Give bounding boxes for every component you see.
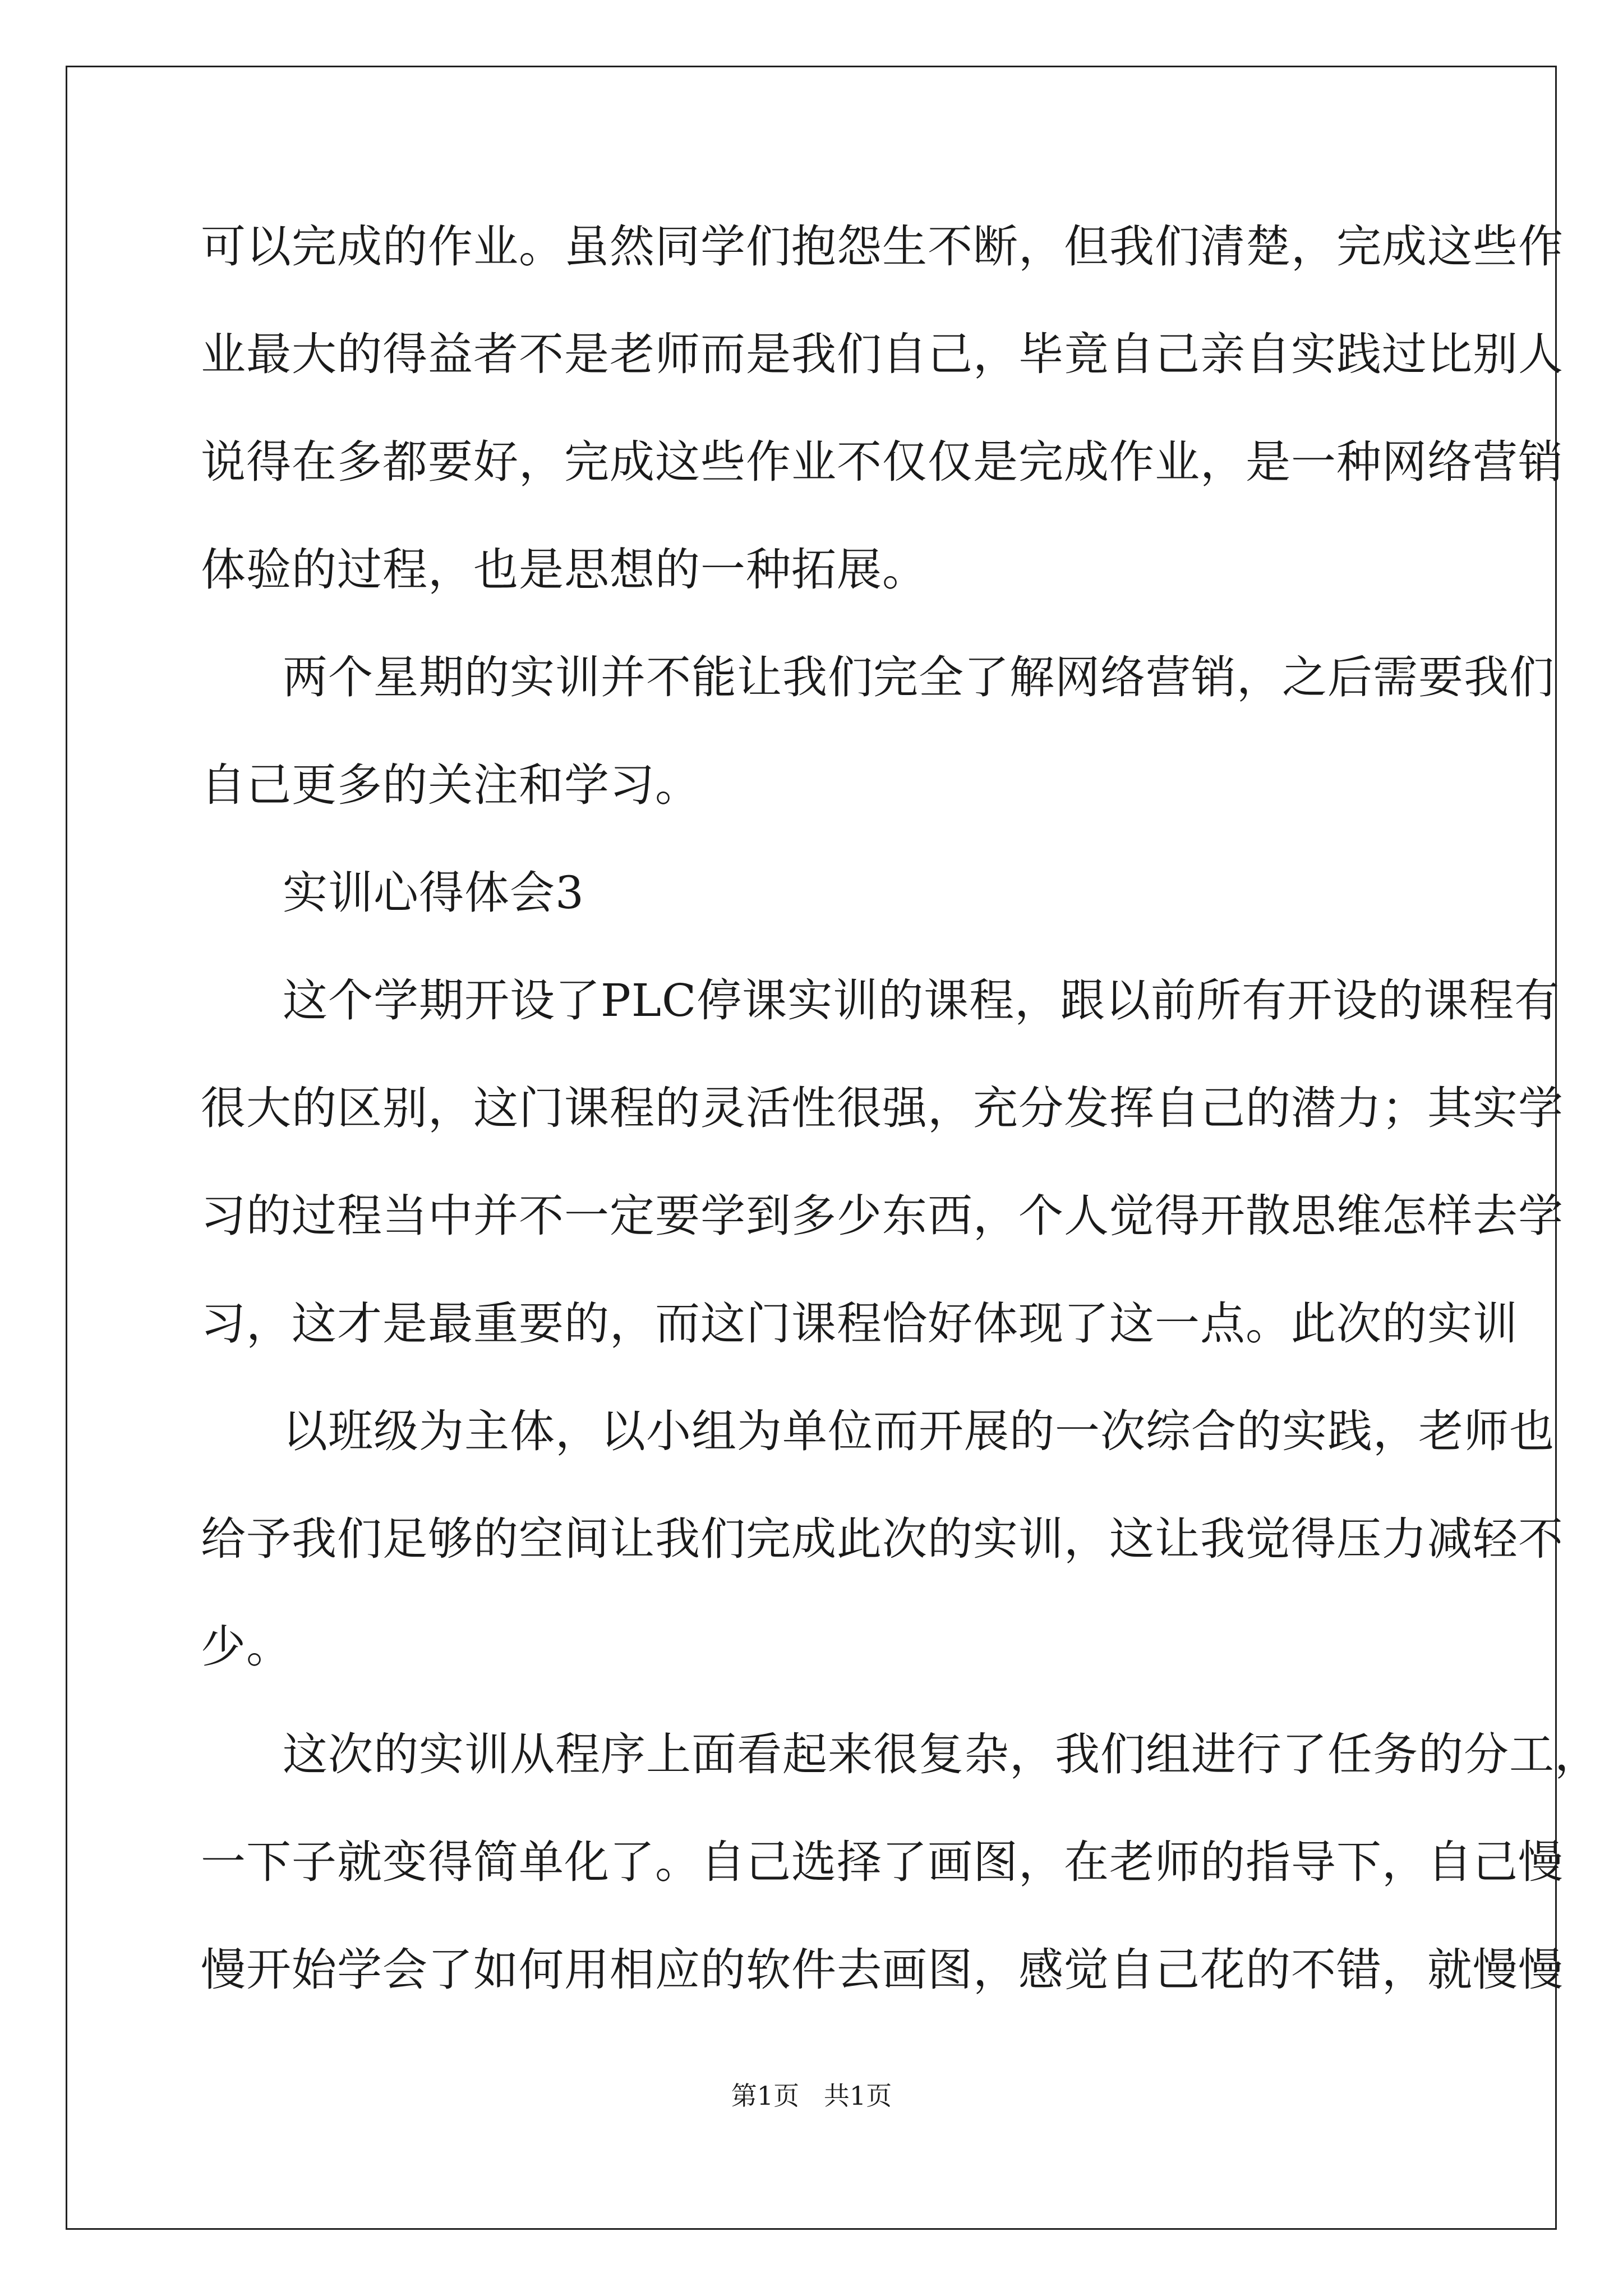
text-line: 很大的区别，这门课程的灵活性很强，充分发挥自己的潜力；其实学 [201, 1082, 1564, 1134]
page-border [66, 66, 1557, 2230]
text-line: 业最大的得益者不是老师而是我们自己，毕竟自己亲自实践过比别人 [201, 328, 1564, 380]
paragraph-start: 这次的实训从程序上面看起来很复杂，我们组进行了任务的分工， [283, 1728, 1600, 1780]
section-heading: 实训心得体会3 [283, 867, 584, 919]
page-footer: 第1页 共1页 [731, 2081, 892, 2111]
text-line: 说得在多都要好，完成这些作业不仅仅是完成作业，是一种网络营销 [201, 436, 1564, 488]
text-line: 一下子就变得简单化了。自己选择了画图，在老师的指导下，自己慢 [201, 1836, 1564, 1888]
text-line: 体验的过程，也是思想的一种拓展。 [201, 544, 928, 596]
text-line: 给予我们足够的空间让我们完成此次的实训，这让我觉得压力减轻不 [201, 1513, 1564, 1565]
text-line: 自己更多的关注和学习。 [201, 759, 700, 811]
paragraph-start: 两个星期的实训并不能让我们完全了解网络营销，之后需要我们 [283, 651, 1555, 703]
paragraph-start: 以班级为主体，以小组为单位而开展的一次综合的实践，老师也 [283, 1405, 1555, 1457]
text-line: 习，这才是最重要的，而这门课程恰好体现了这一点。此次的实训 [201, 1297, 1518, 1350]
text-line: 慢开始学会了如何用相应的软件去画图，感觉自己花的不错，就慢慢 [201, 1944, 1564, 1996]
paragraph-start: 这个学期开设了PLC停课实训的课程，跟以前所有开设的课程有 [283, 974, 1560, 1027]
text-line: 少。 [201, 1621, 292, 1673]
text-line: 习的过程当中并不一定要学到多少东西，个人觉得开散思维怎样去学 [201, 1190, 1564, 1242]
text-line: 可以完成的作业。虽然同学们抱怨生不断，但我们清楚，完成这些作 [201, 220, 1564, 273]
